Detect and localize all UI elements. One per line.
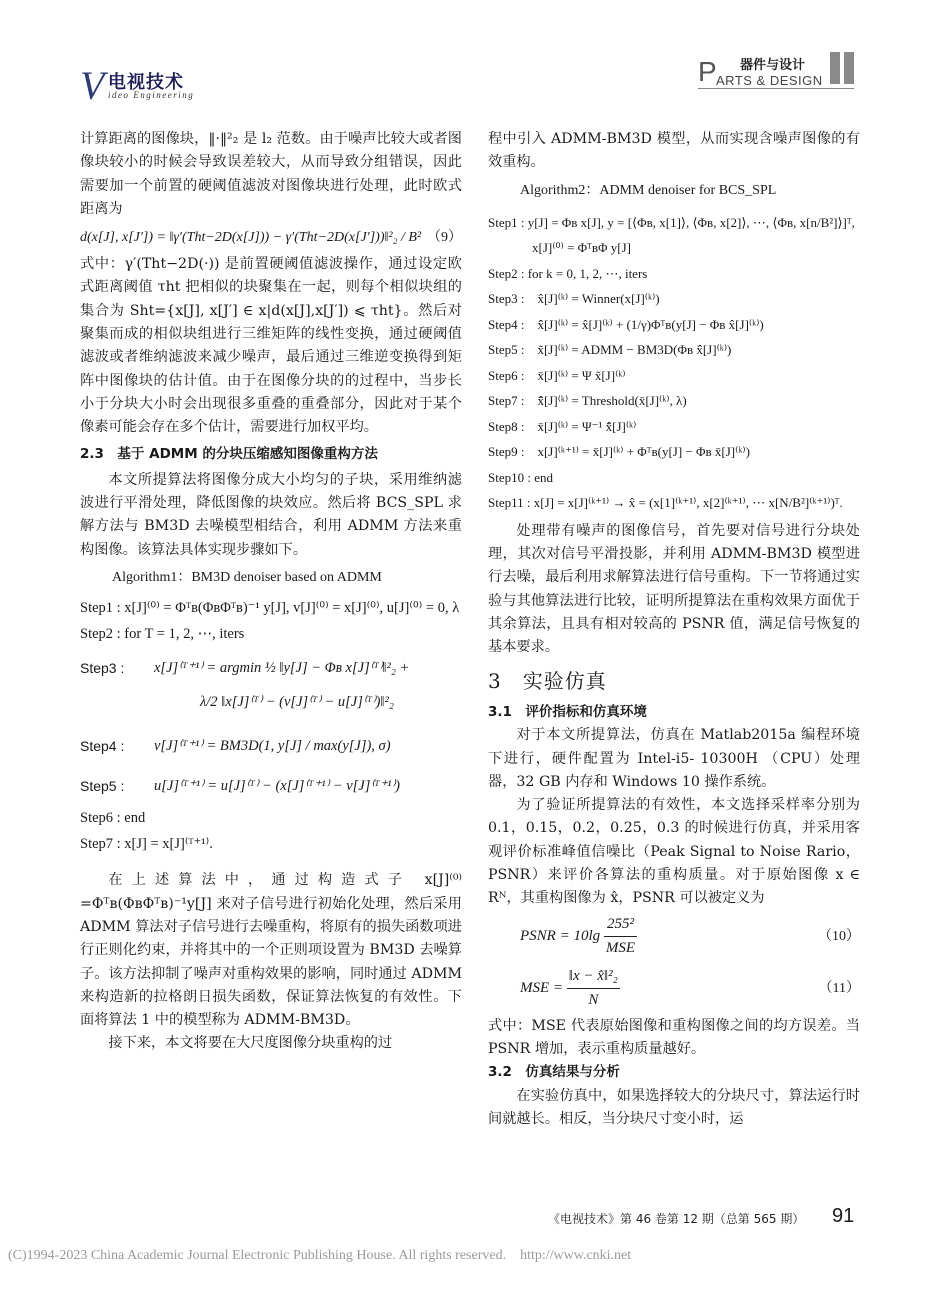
journal-logo-mark: V bbox=[80, 63, 105, 108]
section-heading: 3.1 评价指标和仿真环境 bbox=[488, 703, 647, 720]
denominator: N bbox=[588, 992, 599, 1009]
algorithm-step: Step6 : x̄[J]⁽ᵏ⁾ = Ψ x̃[J]⁽ᵏ⁾ bbox=[488, 367, 626, 383]
section-heading: 3 实验仿真 bbox=[488, 668, 607, 693]
step-label: Step3 : bbox=[80, 660, 125, 677]
section-heading: 3.2 仿真结果与分析 bbox=[488, 1064, 620, 1081]
step-formula: v[J]⁽ᵀ⁺¹⁾ = BM3D(1, y[J] / max(y[J]), σ) bbox=[154, 738, 391, 755]
algorithm-step: x[J]⁽⁰⁾ = ΦᵀʙΦ y[J] bbox=[532, 240, 631, 256]
algorithm-step bbox=[80, 773, 462, 799]
paragraph: 计算距离的图像块，‖·‖²₂ 是 l₂ 范数。由于噪声比较大或者图像块较小的时候会导致误差较大，从而导致分组错误，因此需要加一个前置的硬阈值滤波对图像块进行处理，此时欧式距离为 bbox=[80, 131, 462, 217]
numerator: 255² bbox=[604, 913, 637, 937]
equation-number: （9） bbox=[427, 229, 462, 245]
copyright-notice: (C)1994-2023 China Academic Journal Electronic Publishing House. All rights reserved. http://www.cnki.net bbox=[8, 1248, 632, 1263]
fraction bbox=[567, 965, 620, 1013]
page-number: 91 bbox=[832, 1205, 855, 1227]
equation-body bbox=[520, 913, 637, 961]
algorithm-step: Step2 : for T = 1, 2, ⋯, iters bbox=[80, 626, 245, 643]
step-formula: x[J]⁽ᵀ⁺¹⁾ = argmin ½ ‖y[J] − Φʙ x[J]⁽ᵀ⁾‖²₂ + bbox=[154, 660, 410, 677]
algorithm-step: Step7 : x̄̂[J]⁽ᵏ⁾ = Threshold(x̄[J]⁽ᵏ⁾, λ) bbox=[488, 393, 687, 409]
paragraph: 在实验仿真中，如果选择较大的分块尺寸，算法运行时间就越长。相反，当分块尺寸变小时，运 bbox=[488, 1087, 860, 1127]
header-bar bbox=[830, 52, 840, 84]
algorithm-step: Step4 : x̂̂[J]⁽ᵏ⁾ = x̂[J]⁽ᵏ⁾ + (1/γ)Φᵀʙ(y[J] − Φʙ x̂[J]⁽ᵏ⁾) bbox=[488, 316, 764, 332]
equation-10 bbox=[488, 911, 860, 963]
equation-11 bbox=[488, 963, 860, 1015]
journal-issue-info: 《电视技术》第 46 卷第 12 期（总第 565 期） bbox=[548, 1212, 805, 1226]
left-column bbox=[80, 128, 462, 1056]
equation-body: d(x[J], x[J′]) = ‖γ′(Tht−2D(x[J])) − γ′(Tht−2D(x[J′]))‖²₂ / B² bbox=[80, 229, 422, 245]
paragraph: 为了验证所提算法的有效性，本文选择采样率分别为 0.1，0.15，0.2，0.25，0.3 的时候进行仿真，并采用客观评价标准峰值信噪比（Peak Signal to Noise Rario，PSNR）来评价各算法的重构质量。对于原始图像 x ∈ Rᴺ，其重构图像为 x̂，PSNR 可以被定义为 bbox=[488, 797, 860, 907]
paragraph: 程中引入 ADMM-BM3D 模型，从而实现含噪声图像的有效重构。 bbox=[488, 131, 860, 171]
paragraph: 对于本文所提算法，仿真在 Matlab2015a 编程环境下进行，硬件配置为 Intel-i5- 10300H （CPU）处理器，32 GB 内存和 Windows 10 操作系统。 bbox=[488, 727, 860, 790]
section-title-cn: 器件与设计 bbox=[740, 58, 806, 73]
section-initial: P bbox=[698, 56, 717, 87]
paragraph: 处理带有噪声的图像信号，首先要对信号进行分块处理，其次对信号平滑投影，并利用 ADMM-BM3D 模型进行去噪，最后利用求解算法进行信号重构。下一节将通过实验与其他算法进行比较，证明所提算法在重构效果方面优于其余算法，且具有相对较高的 PSNR 值，满足信号恢复的基本要求。 bbox=[488, 522, 860, 656]
algorithm-title: Algorithm1：BM3D denoiser based on ADMM bbox=[112, 570, 382, 586]
algorithm-step: Step11 : x[J] = x[J]⁽ᵏ⁺¹⁾ → x̂ = (x[1]⁽ᵏ⁺¹⁾, x[2]⁽ᵏ⁺¹⁾, ⋯ x[N/B²]⁽ᵏ⁺¹⁾)ᵀ. bbox=[488, 495, 843, 511]
equation-lhs: PSNR = 10lg bbox=[520, 928, 601, 945]
paragraph: 式中：γ′(Tht−2D(·)) 是前置硬阈值滤波操作，通过设定欧式距离阈值 τht 把相似的块聚集在一起，则每个相似块组的集合为 Sht={x[J], x[J′] ∈ x|d(x[J],x[J′]) ⩽ τht}。然后对聚集而成的相似块组进行三维矩阵的线性变换，通过硬阈值滤波或者维纳滤波来减少噪声，最后通过三维逆变换得到矩阵中图像块的估计值。由于在图像分块的的过程中，当步长小于分块大小时会出现很多重叠的重叠部分，因此对于某个像素可能会存在多个估计，需要进行加权平均。 bbox=[80, 256, 462, 436]
header-bar bbox=[844, 52, 854, 84]
paragraph: 式中：MSE 代表原始图像和重构图像之间的均方误差。当 PSNR 增加，表示重构质量越好。 bbox=[488, 1017, 860, 1057]
equation-9 bbox=[80, 221, 462, 253]
step-formula: u[J]⁽ᵀ⁺¹⁾ = u[J]⁽ᵀ⁾ − (x[J]⁽ᵀ⁺¹⁾ − v[J]⁽ᵀ⁺¹⁾) bbox=[154, 778, 400, 795]
paragraph: 接下来，本文将要在大尺度图像分块重构的过 bbox=[108, 1035, 393, 1052]
fraction bbox=[604, 913, 637, 961]
journal-logo-title: 电视技术 bbox=[108, 72, 184, 93]
numerator: ‖x − x̂‖²₂ bbox=[567, 965, 620, 989]
algorithm-1 bbox=[80, 595, 462, 857]
equation-number: （11） bbox=[818, 980, 860, 996]
section-title-en: ARTS & DESIGN bbox=[716, 73, 823, 88]
algorithm-step: Step5 : x̃[J]⁽ᵏ⁾ = ADMM − BM3D(Φʙ x̂̂[J]⁽ᵏ⁾) bbox=[488, 342, 732, 358]
paragraph: 本文所提算法将图像分成大小均匀的子块，采用维纳滤波进行平滑处理，降低图像的块效应。然后将 BCS_SPL 求解方法与 BM3D 去噪模型相结合，利用 ADMM 方法来重构图像。该算法具体实现步骤如下。 bbox=[80, 471, 462, 558]
equation-body bbox=[520, 965, 620, 1013]
step-label: Step4 : bbox=[80, 738, 125, 755]
algorithm-step: Step9 : x[J]⁽ᵏ⁺¹⁾ = x̄[J]⁽ᵏ⁾ + Φᵀʙ(y[J] − Φʙ x̄[J]⁽ᵏ⁾) bbox=[488, 444, 750, 460]
algorithm-title: Algorithm2：ADMM denoiser for BCS_SPL bbox=[520, 182, 777, 198]
equation-number: （10） bbox=[818, 928, 860, 944]
section-heading: 2.3 基于 ADMM 的分块压缩感知图像重构方法 bbox=[80, 445, 378, 462]
denominator: MSE bbox=[605, 940, 636, 957]
algorithm-step: Step2 : for k = 0, 1, 2, ⋯, iters bbox=[488, 265, 648, 281]
right-column bbox=[488, 128, 860, 1131]
algorithm-step: Step6 : end bbox=[80, 810, 146, 827]
algorithm-step: Step3 : x̂[J]⁽ᵏ⁾ = Winner(x[J]⁽ᵏ⁾) bbox=[488, 291, 660, 307]
equation-lhs: MSE = bbox=[520, 980, 564, 997]
algorithm-step: Step7 : x[J] = x[J]⁽ᵀ⁺¹⁾. bbox=[80, 836, 213, 853]
step-label: Step5 : bbox=[80, 778, 125, 795]
algorithm-step: Step1 : y[J] = Φʙ x[J], y = [⟨Φʙ, x[1]⟩, ⟨Φʙ, x[2]⟩, ⋯, ⟨Φʙ, x[n/B²]⟩]ᵀ, bbox=[488, 214, 855, 230]
journal-logo-subtitle: ideo Engineering bbox=[108, 90, 195, 100]
paragraph: 在上述算法中，通过构造式子 x[J]⁽⁰⁾=Φᵀʙ(ΦʙΦᵀʙ)⁻¹y[J] 来对子信号进行初始化处理，然后采用 ADMM 算法对子信号进行去噪重构，将原有的损失函数项进行正则化约束，并将其中的一个正则项设置为 BM3D 去噪算子。该方法抑制了噪声对重构效果的影响，同时通过 ADMM 来构造新的拉格朗日损失函数，保证算法恢复的有效性。下面将算法 1 中的模型称为 ADMM-BM3D。 bbox=[80, 872, 462, 1029]
step-formula-cont: λ/2 ‖x[J]⁽ᵀ⁾ − (v[J]⁽ᵀ⁾ − u[J]⁽ᵀ⁾)‖²₂ bbox=[200, 694, 394, 711]
algorithm-step: Step1 : x[J]⁽⁰⁾ = Φᵀʙ(ΦʙΦᵀʙ)⁻¹ y[J], v[J]⁽⁰⁾ = x[J]⁽⁰⁾, u[J]⁽⁰⁾ = 0, λ bbox=[80, 600, 460, 617]
header-rule bbox=[698, 88, 854, 89]
algorithm-step bbox=[80, 733, 462, 759]
algorithm-step bbox=[80, 655, 462, 681]
algorithm-step: Step10 : end bbox=[488, 469, 553, 485]
algorithm-step: Step8 : x̄[J]⁽ᵏ⁾ = Ψ⁻¹ x̄̂[J]⁽ᵏ⁾ bbox=[488, 418, 637, 434]
algorithm-2 bbox=[488, 210, 860, 516]
